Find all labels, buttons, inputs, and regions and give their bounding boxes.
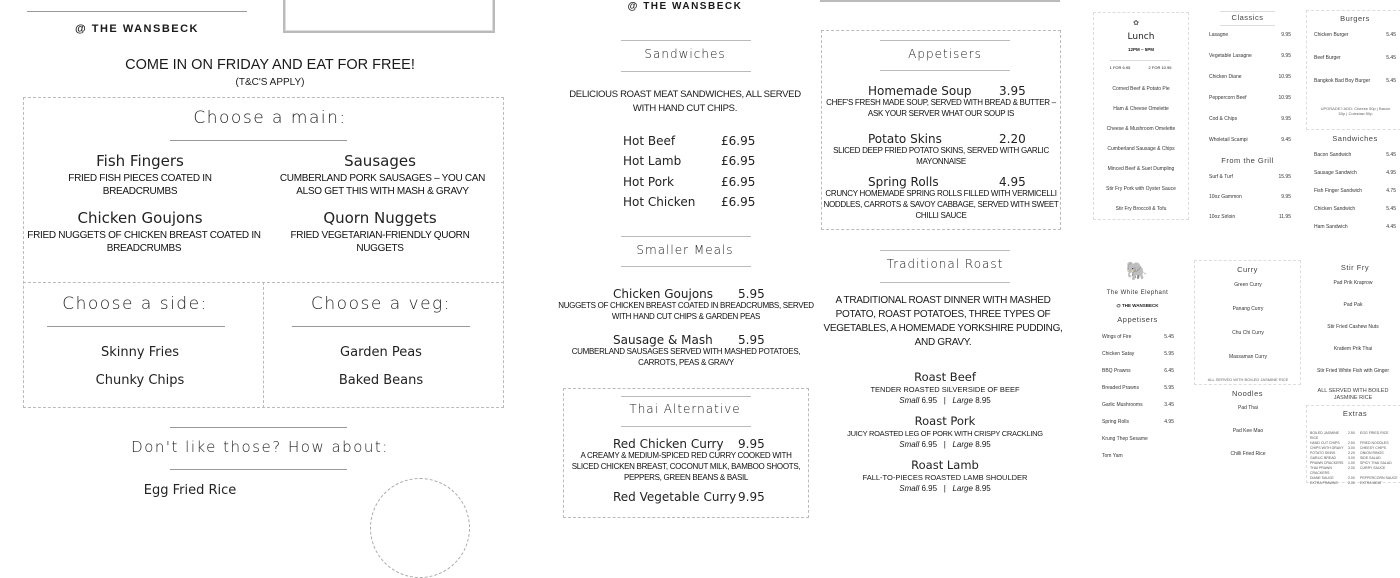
- classics-list: [1205, 32, 1295, 158]
- extras-cell: BOILED JASMINE RICE: [1310, 431, 1339, 440]
- extras-cell: CHEESY CHIPS: [1360, 446, 1386, 450]
- item-name: Wings of Fire: [1102, 334, 1132, 340]
- extras-cell: EXTRA MEAT: [1360, 481, 1382, 485]
- divider: [1220, 11, 1275, 12]
- item-price: 15.95: [1278, 174, 1291, 180]
- extras-cell: 3.00: [1348, 456, 1355, 460]
- menu-item: [1098, 402, 1178, 408]
- menu-item: [1310, 224, 1400, 230]
- menu-item: Stir Fried White Fish with Ginger: [1317, 368, 1389, 374]
- item-name: Krung Thep Sesame: [1102, 436, 1148, 442]
- leaf-icon: ✿: [1133, 20, 1139, 27]
- alt-item: Egg Fried Rice: [143, 483, 237, 498]
- price: 8.95: [975, 396, 991, 405]
- venue-label: @ THE WANSBECK: [74, 23, 199, 35]
- menu-item: Pad Pak: [1343, 302, 1363, 308]
- menu-item: Kratiem Prik Thai: [1333, 346, 1373, 352]
- item-name: Tom Yam: [1102, 453, 1123, 459]
- main-item-desc: CUMBERLAND PORK SAUSAGES – YOU CAN ALSO GET THIS WITH MASH & GRAVY: [279, 173, 486, 197]
- main-heading: Choose a main:: [193, 108, 347, 128]
- roast-prices: [845, 397, 1045, 405]
- item-name: Cod & Chips: [1209, 116, 1238, 122]
- roast-name: Roast Beef: [914, 370, 976, 384]
- item-name: Ham Sandwich: [1314, 224, 1348, 230]
- menu-item: [1098, 385, 1178, 391]
- item-name: Spring Rolls: [868, 175, 939, 189]
- promo-text: COME IN ON FRIDAY AND EAT FOR FREE!: [125, 57, 415, 73]
- item-price: 9.95: [738, 490, 765, 504]
- menu-item: [1310, 78, 1400, 84]
- roast-desc: FALL-TO-PIECES ROASTED LAMB SHOULDER: [862, 473, 1028, 482]
- logo-frame: [283, 0, 495, 33]
- item-price: 9.95: [1281, 32, 1291, 38]
- menu-item: [1310, 206, 1400, 212]
- menu-item: Pad Thai: [1238, 405, 1258, 411]
- divider: [621, 236, 751, 237]
- item-name: Fish Finger Sandwich: [1314, 188, 1363, 194]
- lunch-items: [1096, 86, 1186, 212]
- separator: |: [943, 484, 946, 493]
- item-price: 6.45: [1164, 368, 1174, 374]
- extras-cell: PRAWN CRACKERS: [1310, 461, 1344, 465]
- size-label: Large: [952, 484, 973, 493]
- item-name: Lasagne: [1209, 32, 1229, 38]
- menu-item: [1098, 351, 1178, 357]
- item-price: 9.95: [1281, 116, 1291, 122]
- item-price: 3.45: [1164, 402, 1174, 408]
- burgers-list: [1310, 32, 1400, 101]
- promo-note: (T&C'S APPLY): [235, 77, 305, 88]
- item-price: 4.45: [1386, 224, 1396, 230]
- roast-desc: JUICY ROASTED LEG OF PORK WITH CRISPY CRACKLING: [847, 429, 1043, 438]
- item-name: Surf & Turf: [1209, 174, 1233, 180]
- separator: |: [943, 440, 946, 449]
- section-heading: Smaller Meals: [636, 243, 734, 257]
- divider: [170, 427, 347, 428]
- item-price: 9.95: [1281, 194, 1291, 200]
- item-name: Bacon Sandwich: [1314, 152, 1352, 158]
- extras-row: [1310, 481, 1400, 486]
- menu-item: [1310, 32, 1400, 38]
- extras-cell: EGG FRIED RICE: [1360, 431, 1389, 435]
- section-desc: DELICIOUS ROAST MEAT SANDWICHES, ALL SERVED WITH HAND CUT CHIPS.: [569, 89, 801, 114]
- venue-label: @ THE WANSBECK: [627, 1, 743, 12]
- veg-heading: Choose a veg:: [311, 294, 451, 314]
- lunch-title: Lunch: [1127, 32, 1155, 42]
- item-price: 5.45: [1386, 55, 1396, 61]
- extras-cell: PEPPERCORN SAUCE: [1360, 476, 1398, 480]
- item-name: Garlic Mushrooms: [1102, 402, 1143, 408]
- lunch-hours: 12PM – 5PM: [1127, 47, 1154, 52]
- menu-item: Pad Prik Kraprow: [1333, 280, 1373, 286]
- divider: [621, 426, 751, 427]
- divider: [27, 11, 247, 12]
- separator: |: [943, 396, 946, 405]
- section-heading: Extras: [1342, 409, 1368, 418]
- divider: [621, 40, 751, 41]
- lunch-item: Minced Beef & Suet Dumpling: [1107, 166, 1175, 172]
- item-name: Wholetail Scampi: [1209, 137, 1248, 143]
- extras-row: [1310, 431, 1400, 441]
- menu-item: [1205, 116, 1295, 122]
- brand-name: The White Elephant: [1106, 290, 1169, 296]
- item-price: 9.45: [1281, 137, 1291, 143]
- extras-cell: 2.50: [1348, 441, 1355, 445]
- item-name: Potato Skins: [868, 132, 942, 146]
- section-heading: Appetisers: [1117, 315, 1158, 324]
- menu-item: [1205, 32, 1295, 38]
- sandwich-name: Hot Lamb: [623, 154, 682, 168]
- menu-item: Green Curry: [1234, 282, 1262, 288]
- curry-list: [1198, 282, 1298, 378]
- menu-item: [1205, 74, 1295, 80]
- item-desc: SLICED DEEP FRIED POTATO SKINS, SERVED WITH GARLIC MAYONNAISE: [833, 146, 1049, 166]
- extras-cell: POTATO SKINS: [1310, 451, 1336, 455]
- item-price: 5.45: [1386, 32, 1396, 38]
- section-heading: Curry: [1237, 265, 1258, 274]
- extras-cell: DIANE SAUCE: [1310, 476, 1334, 480]
- sandwich-price: £6.95: [721, 195, 756, 209]
- section-heading: Stir Fry: [1340, 263, 1370, 272]
- burger-upgrade: UPGRADE? ADD: Cheese 50p | Bacon 50p | Coleslaw 50p: [1320, 106, 1391, 116]
- menu-item: [1310, 188, 1400, 194]
- item-desc: NUGGETS OF CHICKEN BREAST COATED IN BREADCRUMBS, SERVED WITH HAND CUT CHIPS & GARDEN PEAS: [558, 301, 814, 321]
- sandwiches-list: [1310, 152, 1400, 242]
- item-name: 10oz Gammon: [1209, 194, 1242, 200]
- veg-item: Baked Beans: [338, 373, 424, 388]
- menu-item: [1205, 95, 1295, 101]
- section-heading: Traditional Roast: [886, 257, 1004, 271]
- sandwich-name: Hot Pork: [623, 175, 674, 189]
- menu-item: [1098, 453, 1178, 459]
- extras-table: [1310, 431, 1400, 486]
- menu-item: [1205, 214, 1295, 220]
- item-price: 4.95: [1386, 170, 1396, 176]
- price: 6.95: [921, 440, 938, 449]
- section-heading: Burgers: [1340, 14, 1370, 23]
- item-price: 5.45: [1386, 152, 1396, 158]
- extras-cell: GARLIC BREAD: [1310, 456, 1337, 460]
- item-price: 5.95: [1164, 385, 1174, 391]
- item-price: 2.20: [999, 132, 1026, 146]
- main-item-name: Quorn Nuggets: [323, 209, 437, 227]
- menu-item: [1098, 334, 1178, 340]
- venue-label: @ THE WANSBECK: [1116, 303, 1159, 308]
- size-label: Small: [899, 484, 920, 493]
- divider: [621, 396, 751, 397]
- item-name: Homemade Soup: [868, 84, 972, 98]
- divider: [292, 326, 470, 327]
- grill-list: [1205, 174, 1295, 234]
- sandwich-name: Hot Beef: [623, 134, 676, 148]
- elephant-logo-icon: 🐘: [1125, 261, 1149, 281]
- main-item-name: Chicken Goujons: [77, 209, 203, 227]
- side-item: Skinny Fries: [101, 345, 179, 360]
- lunch-item: Ham & Cheese Omelette: [1113, 106, 1169, 112]
- item-desc: A CREAMY & MEDIUM-SPICED RED CURRY COOKED WITH SLICED CHICKEN BREAST, COCONUT MILK, BAMBOO SHOOTS, PEPPERS, GREEN BEANS & BASIL: [571, 451, 801, 482]
- veg-item: Garden Peas: [340, 345, 422, 360]
- lunch-item: Cumberland Sausage & Chips: [1107, 146, 1175, 152]
- item-price: 5.45: [1386, 206, 1396, 212]
- item-name: Peppercorn Beef: [1209, 95, 1247, 101]
- item-price: 5.45: [1386, 78, 1396, 84]
- item-desc: CUMBERLAND SAUSAGES SERVED WITH MASHED POTATOES, CARROTS, PEAS & GRAVY: [571, 347, 801, 367]
- menu-item: [1310, 152, 1400, 158]
- extras-cell: 2.00: [1348, 476, 1355, 480]
- extras-cell: 2.20: [1348, 451, 1355, 455]
- item-name: BBQ Prawns: [1102, 368, 1131, 374]
- item-name: Chicken Diane: [1209, 74, 1242, 80]
- price: 6.95: [921, 396, 938, 405]
- extras-cell: HAND CUT CHIPS: [1310, 441, 1340, 445]
- item-name: Vegetable Lasagne: [1209, 53, 1252, 59]
- extras-cell: FRIED NOODLES: [1360, 441, 1389, 445]
- item-desc: CHEF'S FRESH MADE SOUP, SERVED WITH BREAD & BUTTER – ASK YOUR SERVER WHAT OUR SOUP IS: [826, 98, 1056, 118]
- roast-name: Roast Pork: [914, 414, 976, 428]
- lunch-item: Cheese & Mushroom Omelette: [1106, 126, 1176, 132]
- item-name: Chicken Satay: [1102, 351, 1135, 357]
- item-price: 11.95: [1278, 214, 1291, 220]
- divider: [880, 282, 1010, 283]
- roast-prices: [845, 441, 1045, 449]
- appetisers-list: [1098, 334, 1178, 470]
- item-name: Sausage & Mash: [613, 333, 713, 347]
- item-price: 5.95: [738, 333, 765, 347]
- extras-cell: EXTRA PRAWNS: [1310, 481, 1338, 485]
- menu-item: [1098, 368, 1178, 374]
- section-heading: Classics: [1231, 13, 1264, 22]
- item-price: 5.95: [1164, 351, 1174, 357]
- noodles-list: [1198, 405, 1298, 474]
- item-name: Red Vegetable Curry: [613, 490, 737, 504]
- extras-cell: CURRY SAUCE: [1360, 466, 1386, 470]
- sandwich-price: £6.95: [721, 154, 756, 168]
- divider: [1110, 60, 1170, 61]
- item-price: 4.95: [1164, 419, 1174, 425]
- item-price: 9.95: [738, 437, 765, 451]
- lunch-item: Stir Fry Broccoli & Tofu: [1115, 206, 1167, 212]
- menu-item: [1310, 55, 1400, 61]
- item-name: Chicken Burger: [1314, 32, 1349, 38]
- curry-note: ALL SERVED WITH BOILED JASMINE RICE: [1207, 377, 1289, 382]
- size-label: Large: [952, 396, 973, 405]
- stirfry-list: [1306, 280, 1400, 390]
- menu-item: Panang Curry: [1232, 306, 1264, 312]
- sandwich-name: Hot Chicken: [623, 195, 696, 209]
- menu-item: [1098, 436, 1178, 442]
- main-item-desc: FRIED NUGGETS OF CHICKEN BREAST COATED IN BREADCRUMBS: [27, 230, 261, 254]
- section-heading: Sandwiches: [644, 47, 726, 61]
- lunch-item: Stir Fry Pork with Oyster Sauce: [1106, 186, 1176, 192]
- menu-item: [1205, 137, 1295, 143]
- extras-cell: SPICY THAI SALAD: [1360, 461, 1392, 465]
- item-desc: CRUNCY HOMEMADE SPRING ROLLS FILLED WITH VERMICELLI NODDLES, CARROTS & SAVOY CABBAGE, SERVED WITH SWEET CHILLI SAUCE: [823, 189, 1059, 220]
- extras-cell: 3.00: [1348, 446, 1355, 450]
- item-name: Beef Burger: [1314, 55, 1341, 61]
- price: 6.95: [921, 484, 938, 493]
- menu-item: [1205, 53, 1295, 59]
- extras-cell: 2.00: [1348, 481, 1355, 485]
- main-item-name: Sausages: [344, 152, 416, 170]
- menu-item: [1310, 170, 1400, 176]
- menu-item: [1205, 174, 1295, 180]
- alt-heading: Don't like those? How about:: [131, 438, 389, 456]
- item-price: 10.95: [1278, 74, 1291, 80]
- extras-cell: 1.00: [1348, 461, 1355, 465]
- menu-item: [1205, 194, 1295, 200]
- section-heading: Appetisers: [908, 47, 982, 61]
- item-price: 9.95: [1281, 53, 1291, 59]
- extras-cell: 2.50: [1348, 431, 1355, 435]
- item-name: 10oz Sirloin: [1209, 214, 1236, 220]
- divider: [1220, 25, 1275, 26]
- divider: [170, 140, 347, 141]
- extras-cell: SIDE SALAD: [1360, 456, 1381, 460]
- divider: [621, 266, 751, 267]
- menu-item: Massaman Curry: [1228, 354, 1268, 360]
- item-price: 5.95: [738, 287, 765, 301]
- item-name: Chicken Sandwich: [1314, 206, 1356, 212]
- section-heading: From the Grill: [1221, 156, 1274, 165]
- divider: [47, 326, 225, 327]
- side-heading: Choose a side:: [62, 294, 208, 314]
- side-item: Chunky Chips: [95, 373, 185, 388]
- section-heading: Thai Alternative: [629, 402, 741, 416]
- item-name: Sausage Sandwich: [1314, 170, 1357, 176]
- roast-desc: TENDER ROASTED SILVERSIDE OF BEEF: [870, 385, 1020, 394]
- extras-row: [1310, 466, 1400, 476]
- size-label: Small: [899, 396, 920, 405]
- divider: [263, 282, 264, 408]
- lunch-deal: 1 FOR 6.95: [1109, 65, 1131, 70]
- section-desc: A TRADITIONAL ROAST DINNER WITH MASHED POTATO, ROAST POTATOES, THREE TYPES OF VEGETABLES, A HOMEMADE YORKSHIRE PUDDING, AND GRAVY.: [823, 295, 1063, 348]
- item-price: 10.95: [1278, 95, 1291, 101]
- size-label: Large: [952, 440, 973, 449]
- main-item-name: Fish Fingers: [96, 152, 184, 170]
- lunch-item: Corned Beef & Potato Pie: [1112, 86, 1170, 92]
- divider: [880, 250, 1010, 251]
- main-item-desc: FRIED VEGETARIAN-FRIENDLY QUORN NUGGETS: [290, 230, 470, 254]
- item-price: 4.75: [1386, 188, 1396, 194]
- extras-cell: 2.00: [1348, 466, 1355, 470]
- item-name: Bangkok Bad Boy Burger: [1314, 78, 1371, 84]
- extras-cell: ONION RINGS: [1360, 451, 1384, 455]
- menu-item: Chu Chi Curry: [1232, 330, 1264, 336]
- item-price: 5.45: [1164, 334, 1174, 340]
- sandwich-price: £6.95: [721, 175, 756, 189]
- item-name: Red Chicken Curry: [613, 437, 724, 451]
- main-item-desc: FRIED FISH PIECES COATED IN BREADCRUMBS: [68, 173, 212, 197]
- item-name: Spring Rolls: [1102, 419, 1129, 425]
- menu-item: [1098, 419, 1178, 425]
- menu-item: Chilli Fried Rice: [1230, 451, 1266, 457]
- decorative-badge-circle: [370, 478, 470, 578]
- divider: [880, 70, 1010, 71]
- roast-prices: [845, 485, 1045, 493]
- menu-item: Pad Kee Mao: [1232, 428, 1264, 434]
- extras-cell: THAI PRAWN CRACKERS: [1310, 466, 1332, 475]
- menu-item: Stir Fried Cashew Nuts: [1327, 324, 1379, 330]
- divider: [880, 40, 1010, 41]
- item-name: Chicken Goujons: [613, 287, 714, 301]
- section-heading: Sandwiches: [1332, 134, 1378, 143]
- stirfry-note: ALL SERVED WITH BOILED JASMINE RICE: [1317, 388, 1389, 401]
- sandwich-price: £6.95: [721, 134, 756, 148]
- lunch-deal: 2 FOR 10.95: [1148, 65, 1172, 70]
- item-name: Breaded Prawns: [1102, 385, 1139, 391]
- section-heading: Noodles: [1231, 389, 1264, 398]
- frame-edge: [820, 0, 1060, 2]
- item-price: 3.95: [999, 84, 1026, 98]
- price: 8.95: [975, 484, 991, 493]
- size-label: Small: [899, 440, 920, 449]
- extras-cell: CHIPS WITH GRAVY: [1310, 446, 1344, 450]
- divider: [170, 469, 347, 470]
- price: 8.95: [975, 440, 991, 449]
- divider: [621, 71, 751, 72]
- item-price: 4.95: [999, 175, 1026, 189]
- roast-name: Roast Lamb: [911, 458, 979, 472]
